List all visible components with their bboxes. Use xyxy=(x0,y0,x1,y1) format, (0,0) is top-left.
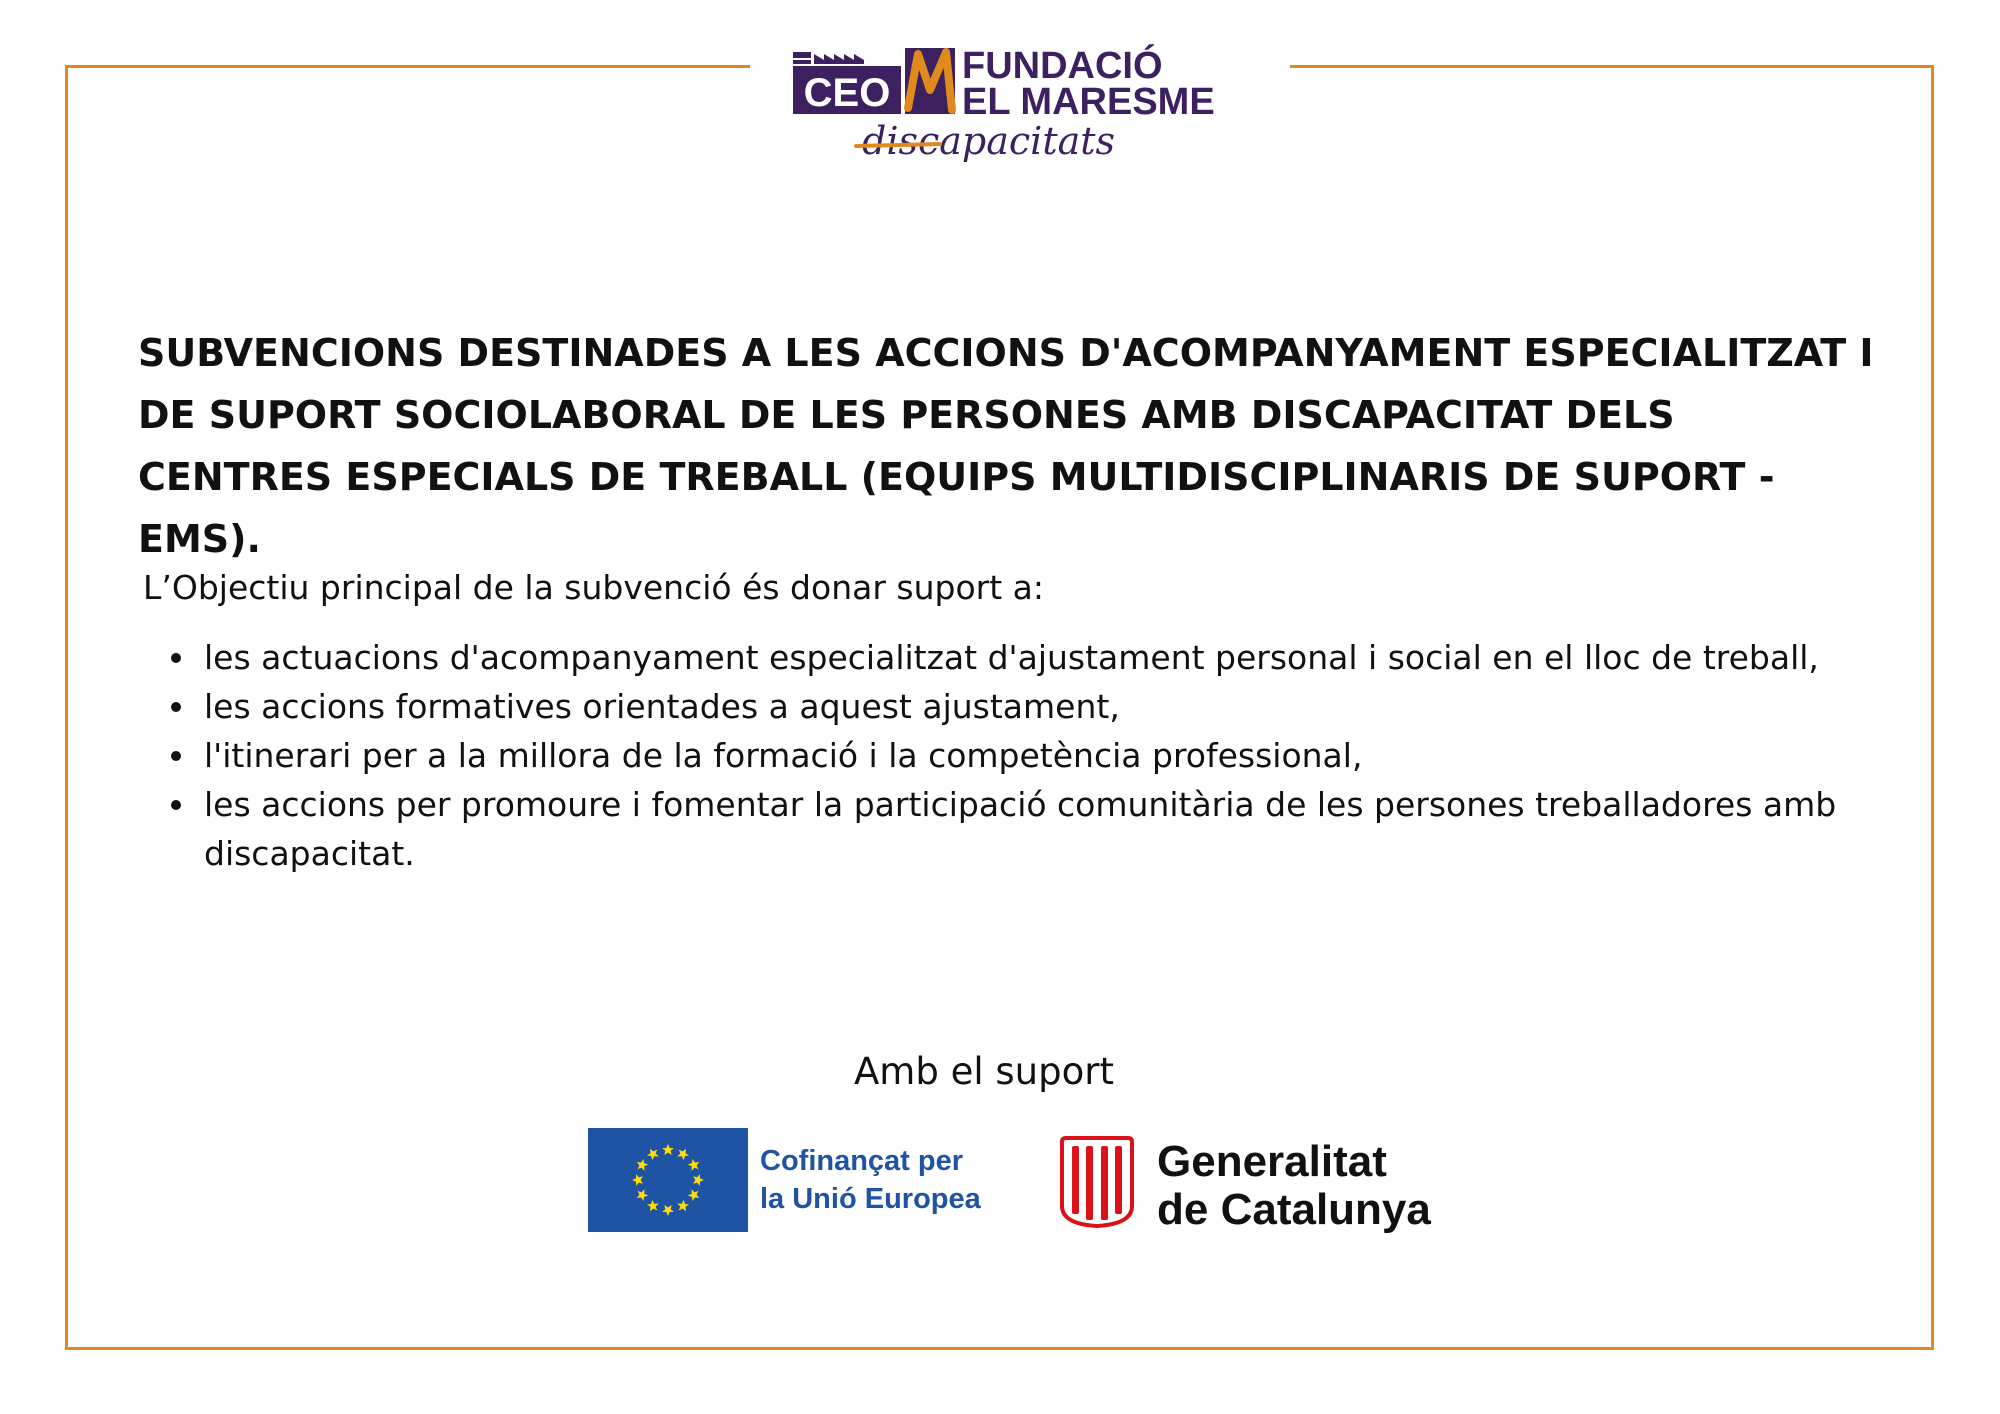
eu-line1: Cofinançat per xyxy=(760,1145,964,1177)
list-item: l'itinerari per a la millora de la formació i la competència professional, xyxy=(165,731,1885,780)
eu-line2: la Unió Europea xyxy=(760,1183,981,1215)
page-title: SUBVENCIONS DESTINADES A LES ACCIONS D'ACOMPANYAMENT ESPECIALITZAT I DE SUPORT SOCIOLABORAL DE LES PERSONES AMB DISCAPACITAT DELS CENTRES ESPECIALS DE TREBALL (EQUIPS MULTIDISCIPLINARIS DE SUPORT - EMS). xyxy=(138,331,1874,561)
brand-line1: FUNDACIÓ xyxy=(962,45,1163,87)
ceo-factory-icon xyxy=(793,52,901,115)
gen-line1: Generalitat xyxy=(1157,1137,1387,1186)
fundacio-logo xyxy=(790,44,1250,174)
svg-text:CEO: CEO xyxy=(803,71,891,115)
brand-script: discapacitats xyxy=(862,119,1116,163)
objectives-list xyxy=(165,633,1885,878)
list-item: les actuacions d'acompanyament especialitzat d'ajustament personal i social en el lloc de treball, xyxy=(165,633,1885,682)
list-item: les accions formatives orientades a aquest ajustament, xyxy=(165,682,1885,731)
maresme-m-icon xyxy=(905,48,955,114)
gen-line2: de Catalunya xyxy=(1157,1185,1431,1234)
intro-text: L’Objectiu principal de la subvenció és donar suport a: xyxy=(143,568,1044,607)
generalitat-emblem-icon xyxy=(1058,1136,1136,1228)
generalitat-text xyxy=(1157,1138,1477,1234)
eu-cofinancing-text xyxy=(760,1142,1020,1218)
brand-line2: EL MARESME xyxy=(962,81,1215,123)
list-item: les accions per promoure i fomentar la participació comunitària de les persones treballadores amb discapacitat. xyxy=(165,780,1885,878)
support-label: Amb el suport xyxy=(854,1050,1114,1093)
eu-flag-logo xyxy=(588,1128,748,1232)
